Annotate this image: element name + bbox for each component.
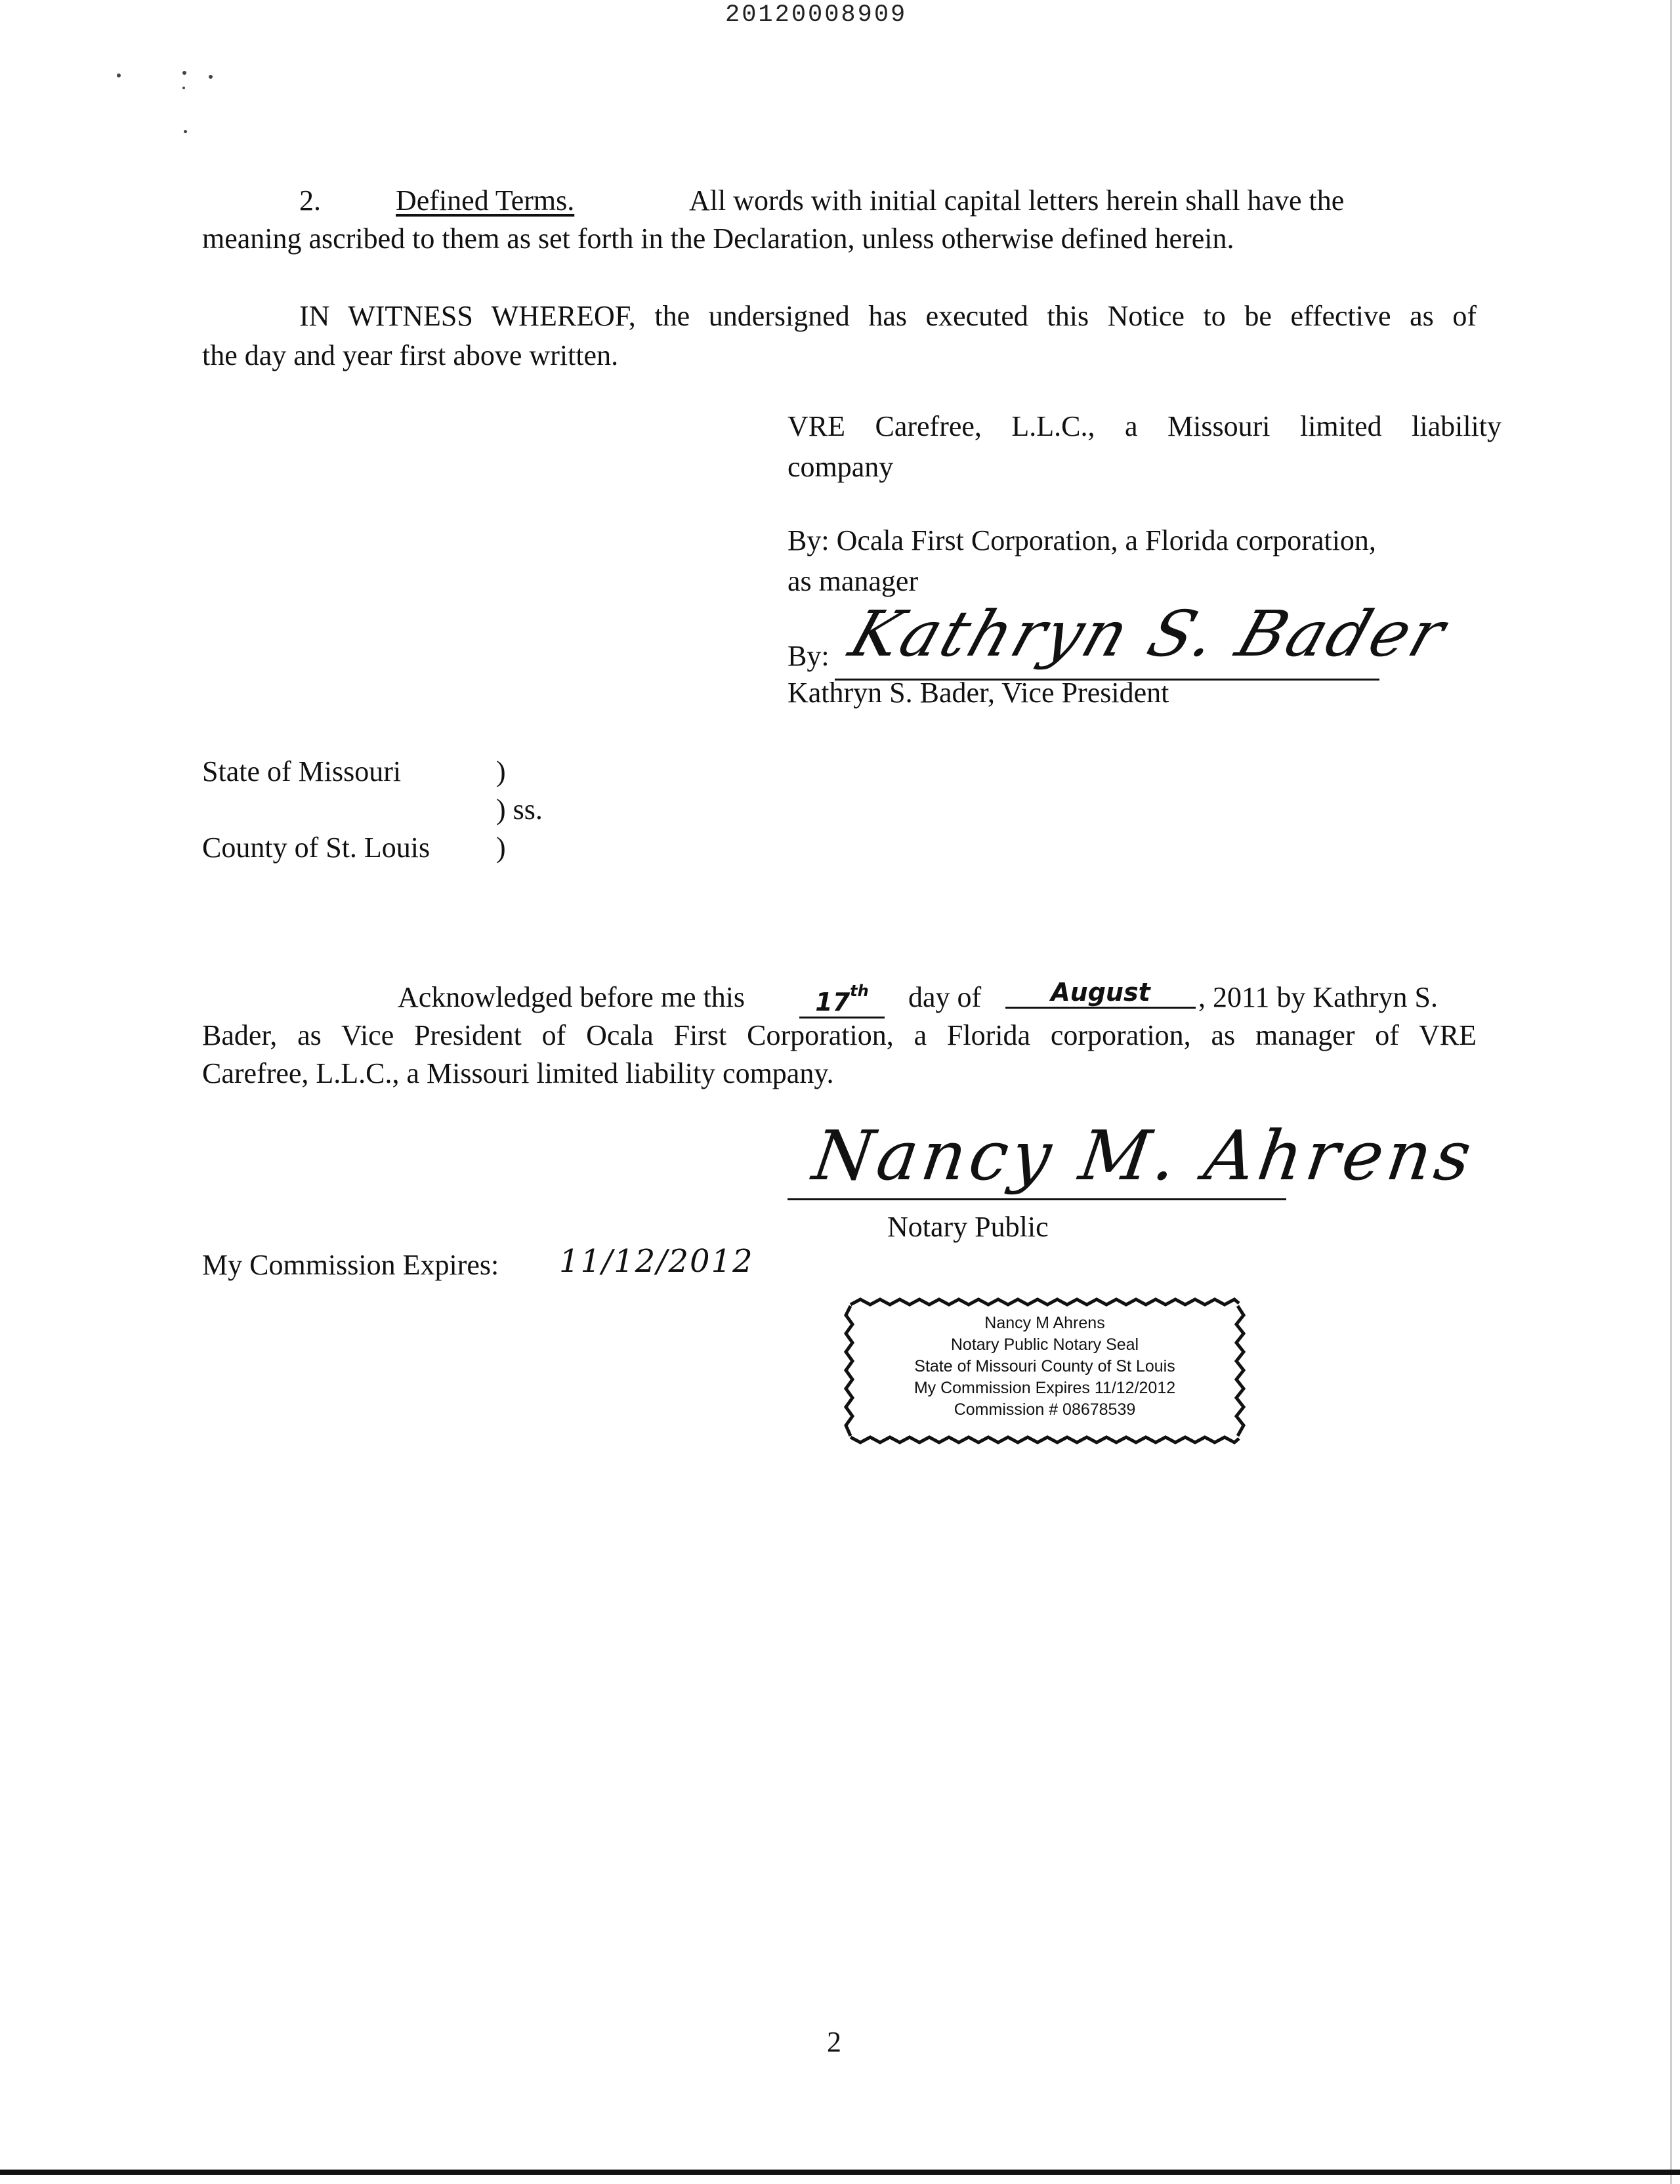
ack-day <box>799 976 885 1018</box>
signature-nancy-ahrens: Nancy M. Ahrens <box>808 1116 1480 1196</box>
commission-label: My Commission Expires: <box>202 1249 499 1281</box>
venue-paren-close: ) <box>496 831 506 864</box>
ack-line2: Bader, as Vice President of Ocala First Corporation, a Florida corporation, as manager of VRE <box>202 1019 1477 1051</box>
ack-after-month: , 2011 by Kathryn S. <box>1198 981 1438 1013</box>
witness-line1: IN WITNESS WHEREOF, the undersigned has executed this Notice to be effective as of <box>299 300 1477 332</box>
seal-text-block <box>864 1312 1226 1421</box>
seal-line-name: Nancy M Ahrens <box>984 1314 1105 1332</box>
venue-paren-open: ) <box>496 755 506 788</box>
witness-line2: the day and year first above written. <box>202 339 619 371</box>
company-line2: company <box>788 451 894 483</box>
venue-ss: ) ss. <box>496 793 543 826</box>
ack-day-number: 17 <box>815 988 850 1017</box>
section-heading: Defined Terms. <box>396 184 575 217</box>
company-line1: VRE Carefree, L.L.C., a Missouri limited liability <box>788 410 1502 442</box>
scan-edge-bottom <box>0 2170 1680 2175</box>
seal-line-commission: Commission # 08678539 <box>954 1400 1136 1419</box>
scan-speck <box>184 130 187 133</box>
signer-name: Kathryn S. Bader, Vice President <box>788 677 1169 709</box>
notary-signature-line <box>788 1198 1286 1200</box>
seal-line-expiry: My Commission Expires 11/12/2012 <box>914 1379 1176 1397</box>
document-number: 20120008909 <box>725 1 908 29</box>
signature-kathryn-bader: Kathryn S. Bader <box>841 597 1457 671</box>
ack-day-suffix: th <box>850 982 869 1000</box>
section-text-line1: All words with initial capital letters herein shall have the <box>689 184 1345 217</box>
by-label: By: <box>788 640 830 672</box>
section-text-line2: meaning ascribed to them as set forth in the Declaration, unless otherwise defined herein. <box>202 222 1234 255</box>
page-number: 2 <box>827 2026 841 2058</box>
by-line1: By: Ocala First Corporation, a Florida corporation, <box>788 524 1376 556</box>
scan-edge-right <box>1670 0 1672 2184</box>
notary-title: Notary Public <box>887 1211 1049 1243</box>
scan-speck <box>182 87 185 89</box>
seal-line-venue: State of Missouri County of St Louis <box>914 1357 1175 1376</box>
ack-day-of: day of <box>908 981 982 1013</box>
commission-date-handwritten: 11/12/2012 <box>559 1243 754 1280</box>
by-line2: as manager <box>788 565 919 597</box>
ack-month: August <box>1005 978 1196 1009</box>
notary-seal-stamp <box>844 1297 1246 1445</box>
venue-state: State of Missouri <box>202 755 402 788</box>
ack-line3: Carefree, L.L.C., a Missouri limited liability company. <box>202 1057 834 1089</box>
venue-county: County of St. Louis <box>202 831 430 864</box>
seal-line-title: Notary Public Notary Seal <box>950 1335 1139 1354</box>
section-number: 2. <box>299 184 321 217</box>
ack-before-day: Acknowledged before me this <box>398 981 746 1013</box>
scan-speck <box>117 74 121 77</box>
scan-speck <box>209 75 213 79</box>
scan-speck <box>182 71 186 75</box>
